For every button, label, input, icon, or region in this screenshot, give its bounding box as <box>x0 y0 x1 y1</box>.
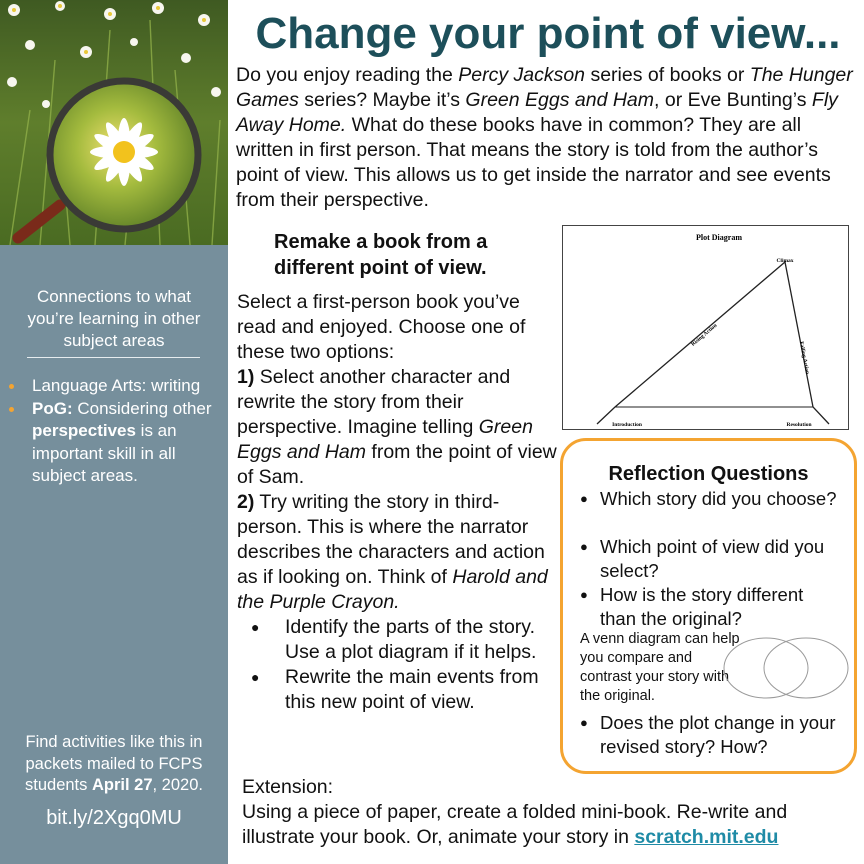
reflection-question: ● Which story did you choose? <box>580 487 842 511</box>
reflection-question: ● How is the story different than the original? <box>580 583 842 630</box>
extension-text: Using a piece of paper, create a folded mini-book. Re-write and illustrate your book. Or, animate your story in scratch.mit.edu <box>242 801 788 848</box>
sidebar-link[interactable]: bit.ly/2Xgq0MU <box>46 807 182 829</box>
sidebar-list <box>8 375 222 488</box>
sidebar-heading: Connections to what you’re learning in other subject areas <box>27 287 201 350</box>
plot-line <box>597 262 829 424</box>
bullet-icon <box>9 407 14 412</box>
book-title: The Hunger Games <box>236 64 853 111</box>
intro-paragraph: Do you enjoy reading the Percy Jackson series of books or The Hunger Games series? Maybe it’s Green Eggs and Ham, or Eve Bunting’s Fly Away Home. What do these books have in common? They are all written in first person. That means the story is told from the author’s point of view. This allows us to get inside the narrator and see events from their perspective. <box>236 64 853 211</box>
sidebar-item-language-arts <box>8 375 222 398</box>
footer-text: Find activities like this in packets mailed to FCPS students <box>25 733 203 794</box>
remake-instructions <box>237 290 559 715</box>
pog-label: PoG: <box>32 398 73 418</box>
footer-text-end: , 2020. <box>152 776 203 794</box>
footer-date: April 27 <box>91 776 153 794</box>
plot-diagram <box>562 225 849 430</box>
option-number: 1) <box>237 366 255 388</box>
reflection-question: ● Does the plot change in your revised story? How? <box>580 711 842 758</box>
reflection-box <box>560 438 857 774</box>
book-title: Green Eggs and Ham <box>465 89 655 111</box>
connections-sidebar <box>0 245 228 864</box>
reflection-heading: Reflection Questions <box>608 463 809 485</box>
plot-label-resolution: Resolution <box>786 422 812 428</box>
remake-heading: Remake a book from a different point of view. <box>274 231 488 279</box>
remake-lead: Select a first-person book you’ve read and enjoyed. Choose one of these two options: <box>237 291 526 363</box>
venn-diagram-icon <box>721 636 851 700</box>
plot-label-rising: Rising Action <box>690 322 719 348</box>
magnifying-glass-photo <box>0 0 228 245</box>
pog-text-1: Considering other <box>72 398 212 418</box>
book-title: Percy Jackson <box>458 64 586 86</box>
book-title: Harold and the Purple Crayon. <box>237 566 548 613</box>
plot-diagram-title: Plot Diagram <box>696 233 742 242</box>
plot-label-climax: Climax <box>776 258 794 264</box>
extension-section <box>242 775 862 850</box>
reflection-question: ● Which point of view did you select? <box>580 535 842 582</box>
venn-note: A venn diagram can help you compare and contrast your story with the original. <box>580 631 740 704</box>
list-item: ● Rewrite the main events from this new point of view. <box>237 665 559 715</box>
option-1: 1) Select another character and rewrite the story from their perspective. Imagine telling Green Eggs and Ham from the point of view of Sam. <box>237 366 557 488</box>
sidebar-footer <box>6 732 222 797</box>
sidebar-item-pog <box>8 398 222 488</box>
option-2: 2) Try writing the story in third-person. This is where the narrator describes the characters and action as if looking on. Think of Harold and the Purple Crayon. <box>237 491 548 613</box>
scratch-link[interactable]: scratch.mit.edu <box>634 826 779 848</box>
extension-label: Extension: <box>242 776 334 798</box>
pog-text-2: is an important skill in all subject areas. <box>32 421 177 485</box>
option-number: 2) <box>237 491 255 513</box>
page-title: Change your point of view... <box>255 9 841 58</box>
book-title: Green Eggs and Ham <box>237 416 533 463</box>
list-item: ● Identify the parts of the story. Use a plot diagram if it helps. <box>237 615 559 665</box>
sidebar-item-label: Language Arts: writing <box>32 376 201 395</box>
plot-label-falling: Falling Action <box>797 340 811 375</box>
plot-label-introduction: Introduction <box>612 422 642 428</box>
perspectives-label: perspectives <box>32 421 136 440</box>
bullet-icon <box>9 384 14 389</box>
book-title: Fly Away Home. <box>236 89 838 136</box>
sidebar-divider <box>27 357 200 358</box>
